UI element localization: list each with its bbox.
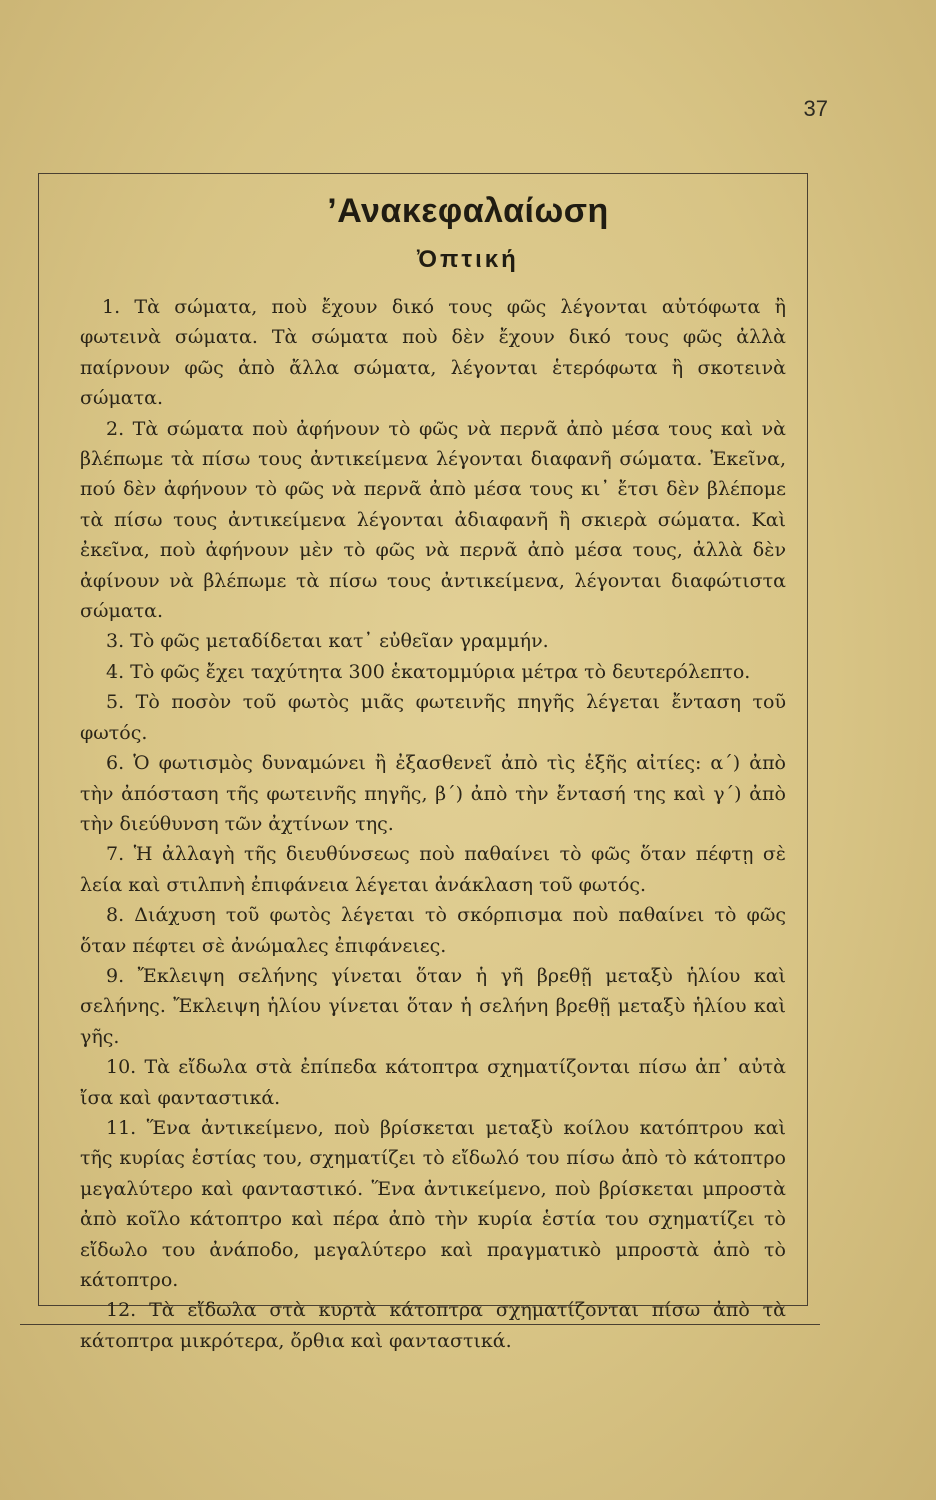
page-number: 37 (803, 96, 828, 121)
summary-item-5: 5. Τὸ ποσὸν τοῦ φωτὸς μιᾶς φωτεινῆς πηγῆς λέγεται ἔνταση τοῦ φωτός. (80, 691, 786, 744)
summary-item-1: 1. Τὰ σώματα, ποὺ ἔχουν δικό τους φῶς λέγονται αὐτόφωτα ἢ φωτεινὰ σώματα. Τὰ σώματα ποὺ δὲν ἔχουν δικό τους φῶς ἀλλὰ παίρνουν φῶς ἀπὸ ἄλλα σώματα, λέγονται ἑτερόφωτα ἢ σκοτεινὰ σώματα. (80, 296, 786, 410)
summary-item-6: 6. Ὁ φωτισμὸς δυναμώνει ἢ ἐξασθενεῖ ἀπὸ τὶς ἑξῆς αἰτίες: α΄) ἀπὸ τὴν ἀπόσταση τῆς φωτεινῆς πηγῆς, β΄) ἀπὸ τὴν ἔντασή της καὶ γ΄) ἀπὸ τὴν διεύθυνση τῶν ἀχτίνων της. (80, 752, 786, 835)
summary-item-8: 8. Διάχυση τοῦ φωτὸς λέγεται τὸ σκόρπισμα ποὺ παθαίνει τὸ φῶς ὅταν πέφτει σὲ ἀνώμαλες ἐπιφάνειες. (80, 904, 786, 957)
page-title: ’Ανακεφαλαίωση (327, 192, 609, 230)
summary-item-11: 11. Ἕνα ἀντικείμενο, ποὺ βρίσκεται μεταξὺ κοίλου κατόπτρου καὶ τῆς κυρίας ἑστίας του, σχηματίζει τὸ εἴδωλό του πίσω ἀπὸ τὸ κάτοπτρο μεγαλύτερο καὶ φανταστικό. Ἕνα ἀντικείμενο, ποὺ βρίσκεται μπροστὰ ἀπὸ κοῖλο κάτοπτρο καὶ πέρα ἀπὸ τὴν κυρία ἑστία του σχηματίζει τὸ εἴδωλο του ἀνάποδο, μεγαλύτερο καὶ πραγματικὸ μπροστὰ ἀπὸ τὸ κάτοπτρο. (80, 1116, 786, 1291)
summary-item-3: 3. Τὸ φῶς μεταδίδεται κατ᾽ εὐθεῖαν γραμμήν. (106, 630, 549, 653)
summary-item-10: 10. Τὰ εἴδωλα στὰ ἐπίπεδα κάτοπτρα σχηματίζονται πίσω ἀπ᾽ αὐτὰ ἴσα καὶ φανταστικά. (80, 1056, 786, 1109)
summary-item-7: 7. Ἡ ἀλλαγὴ τῆς διευθύνσεως ποὺ παθαίνει τὸ φῶς ὅταν πέφτῃ σὲ λεία καὶ στιλπνὴ ἐπιφάνεια λέγεται ἀνάκλαση τοῦ φωτός. (80, 843, 786, 896)
summary-item-2: 2. Τὰ σώματα ποὺ ἀφήνουν τὸ φῶς νὰ περνᾶ ἀπὸ μέσα τους καὶ νὰ βλέπωμε τὰ πίσω τους ἀντικείμενα λέγονται διαφανῆ σώματα. Ἐκεῖνα, πού δὲν ἀφήνουν τὸ φῶς νὰ περνᾶ ἀπὸ μέσα τους κι᾽ ἔτσι δὲν βλέπομε τὰ πίσω τους ἀντικείμενα λέγονται ἀδιαφανῆ ἢ σκιερὰ σώματα. Καὶ ἐκεῖνα, ποὺ ἀφήνουν μὲν τὸ φῶς νὰ περνᾶ ἀπὸ μέσα τους, ἀλλὰ δὲν ἀφίνουν νὰ βλέπωμε τὰ πίσω τους ἀντικείμενα, λέγονται διαφώτιστα σώματα. (80, 417, 786, 623)
summary-item-4: 4. Τὸ φῶς ἔχει ταχύτητα 300 ἑκατομμύρια μέτρα τὸ δευτερόλεπτο. (106, 660, 751, 683)
summary-list (80, 292, 786, 1356)
summary-item-9: 9. Ἔκλειψη σελήνης γίνεται ὅταν ἡ γῆ βρεθῇ μεταξὺ ἡλίου καὶ σελήνης. Ἔκλειψη ἡλίου γίνεται ὅταν ἡ σελήνη βρεθῇ μεταξὺ ἡλίου καὶ γῆς. (80, 964, 786, 1048)
section-subtitle: Ὀπτική (417, 246, 519, 273)
summary-item-12: 12. Τὰ εἴδωλα στὰ κυρτὰ κάτοπτρα σχηματίζονται πίσω ἀπὸ τὰ κάτοπτρα μικρότερα, ὄρθια καὶ φανταστικά. (80, 1299, 786, 1352)
